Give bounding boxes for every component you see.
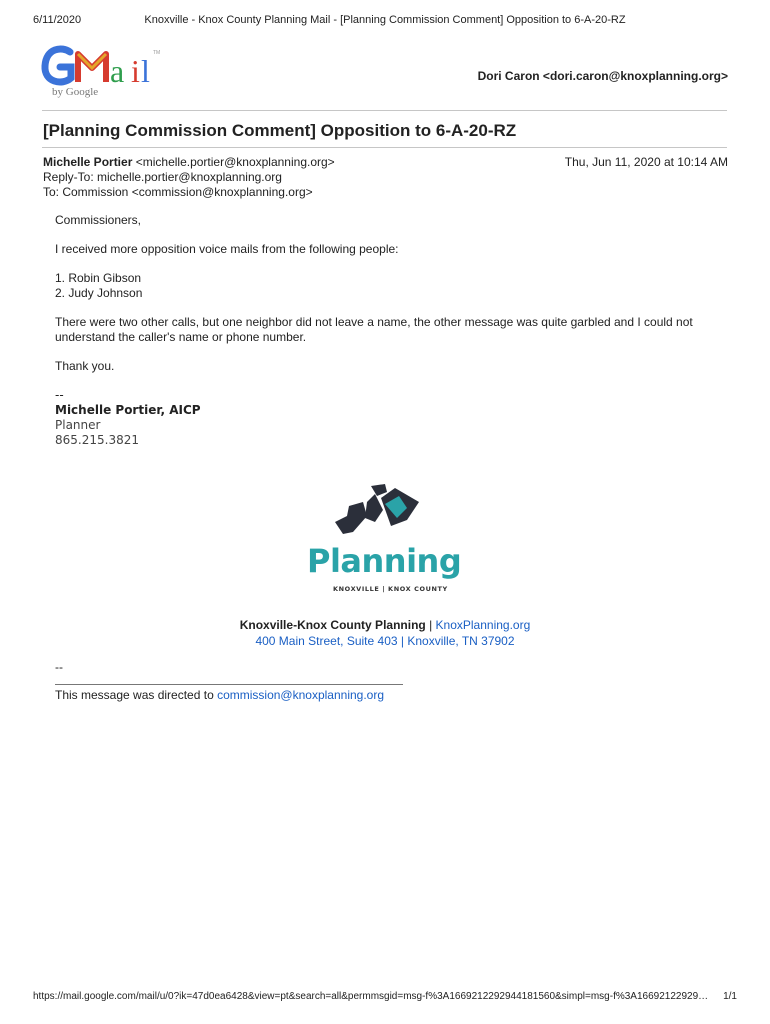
planning-logo [305,482,465,594]
email-body [55,213,725,448]
reply-to-line: Reply-To: michelle.portier@knoxplanning.org [43,170,282,184]
footer-separator: | [425,618,436,632]
directed-notice [55,688,384,702]
print-header-title: Knoxville - Knox County Planning Mail - [Planning Commission Comment] Opposition to 6-A-20-RZ [144,14,626,26]
planning-wordmark: Planning [307,542,462,580]
list-footer-dashes: -- [55,660,63,674]
signature-phone: 865.215.3821 [55,433,139,447]
website-link[interactable]: KnoxPlanning.org [435,618,531,632]
address-link[interactable]: 400 Main Street, Suite 403 [255,634,398,648]
email-subject: [Planning Commission Comment] Opposition to 6-A-20-RZ [43,121,517,140]
gmail-by-google: by Google [52,86,99,98]
message-meta [43,155,335,200]
signature-dashes: -- [55,388,64,402]
account-label: Dori Caron <dori.caron@knoxplanning.org> [477,69,728,83]
signature-name: Michelle Portier, AICP [55,403,201,417]
intro-paragraph: I received more opposition voice mails from the following people: [55,242,399,256]
print-footer-url: https://mail.google.com/mail/u/0?ik=47d0ea6428&view=pt&search=all&permmsgid=msg-f%3A1669212292944181560&simpl=msg-f%3A16692122929… [33,991,709,1002]
to-line: To: Commission <commission@knoxplanning.org> [43,185,313,199]
org-footer [0,617,770,649]
svg-text:i: i [131,53,140,88]
signature-title: Planner [55,418,101,432]
thanks: Thank you. [55,359,115,373]
list-item: 1. Robin Gibson [55,271,142,285]
org-name: Knoxville-Knox County Planning [239,618,426,632]
subject-divider [42,147,727,148]
directed-text: This message was directed to [55,688,218,702]
gmail-wordmark-icon [40,44,180,88]
planning-mark-icon [305,482,465,542]
svg-text:a: a [110,53,125,88]
print-footer-page: 1/1 [723,991,737,1002]
greeting: Commissioners, [55,213,142,227]
signature [55,388,725,448]
print-header-date: 6/11/2020 [33,14,82,26]
address-separator: | [397,634,408,648]
caller-list [55,271,725,301]
details-paragraph: There were two other calls, but one neighbor did not leave a name, the other message was quite garbled and I could not understand the caller's name or phone number. [55,315,693,344]
planning-subtitle: KNOXVILLE | KNOX COUNTY [333,585,448,593]
from-line [43,155,335,170]
from-name: Michelle Portier [43,155,133,169]
commission-email-link[interactable]: commission@knoxplanning.org [217,688,385,702]
list-footer-divider [55,684,403,685]
city-link[interactable]: Knoxville, TN 37902 [407,634,515,648]
svg-text:TM: TM [153,50,161,56]
list-item: 2. Judy Johnson [55,286,143,300]
svg-text:l: l [141,53,150,88]
gmail-logo[interactable] [40,44,180,104]
message-date: Thu, Jun 11, 2020 at 10:14 AM [564,155,728,169]
from-email: <michelle.portier@knoxplanning.org> [135,155,335,169]
header-divider [42,110,727,111]
